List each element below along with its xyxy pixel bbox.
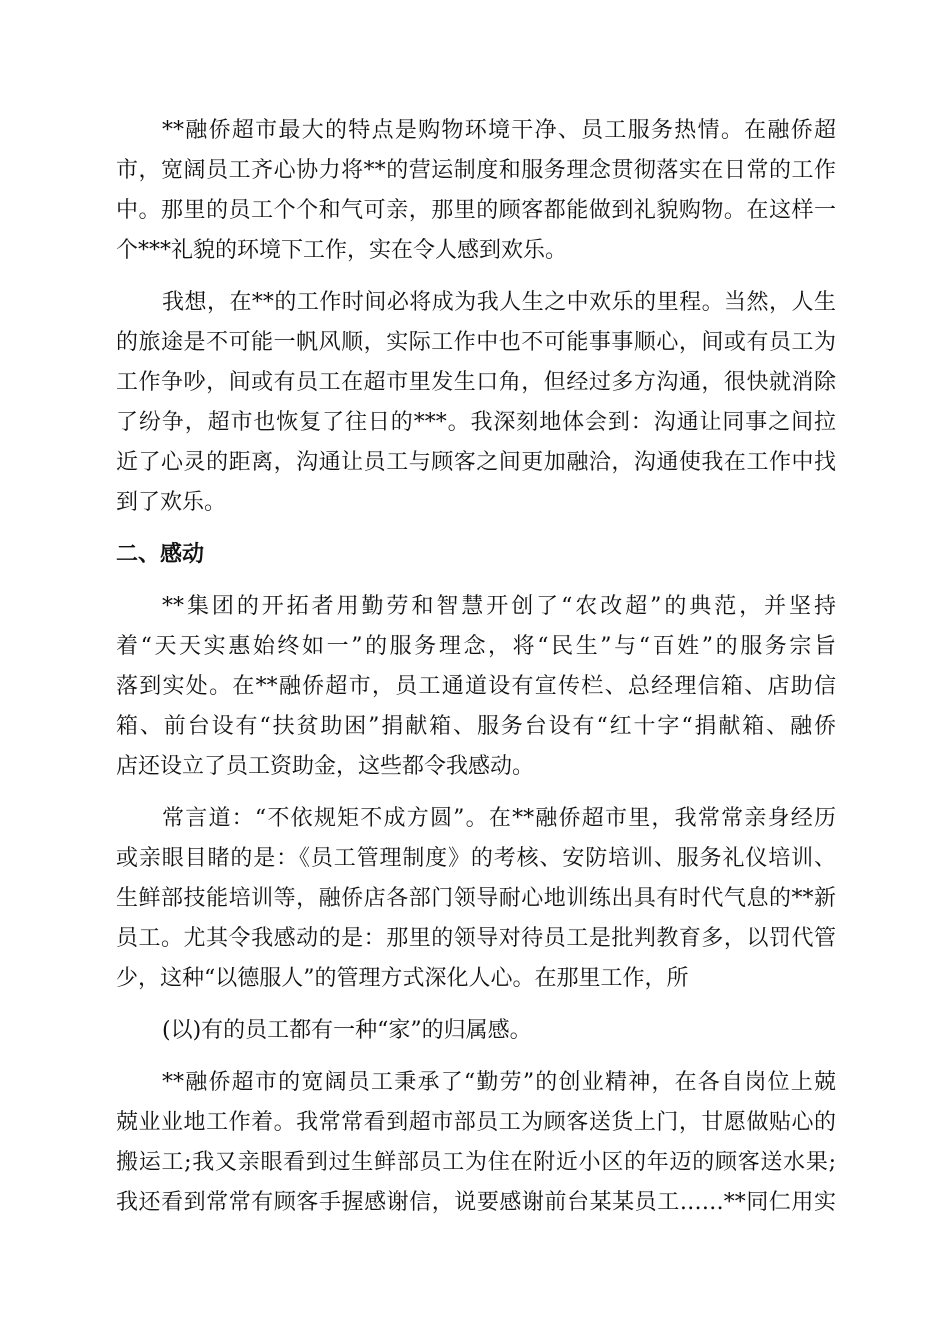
paragraph-4-line-4: 员工。尤其令我感动的是：那里的领导对待员工是批判教育多，以罚代管 [116, 926, 836, 951]
paragraph-1-line-3: 中。那里的员工个个和气可亲，那里的顾客都能做到礼貌购物。在这样一 [116, 198, 836, 223]
paragraph-1-line-1: **融侨超市最大的特点是购物环境干净、员工服务热情。在融侨超 [162, 118, 836, 143]
paragraph-2-line-5: 近了心灵的距离，沟通让员工与顾客之间更加融洽，沟通使我在工作中找 [116, 450, 836, 475]
paragraph-3-line-5: 店还设立了员工资助金，这些都令我感动。 [116, 754, 535, 779]
paragraph-3-line-1: **集团的开拓者用勤劳和智慧开创了“农改超”的典范，并坚持 [162, 594, 836, 619]
paragraph-4-line-3: 生鲜部技能培训等，融侨店各部门领导耐心地训练出具有时代气息的**新 [116, 886, 836, 911]
paragraph-1-line-4: 个***礼貌的环境下工作，实在令人感到欢乐。 [116, 238, 568, 263]
paragraph-3-line-4: 箱、前台设有“扶贫助困”捐献箱、服务台设有“红十字“捐献箱、融侨 [116, 714, 836, 739]
paragraph-6-line-3: 搬运工;我又亲眼看到过生鲜部员工为住在附近小区的年迈的顾客送水果; [116, 1150, 836, 1175]
paragraph-3-line-3: 落到实处。在**融侨超市，员工通道设有宣传栏、总经理信箱、店助信 [116, 674, 836, 699]
paragraph-4-line-1: 常言道：“不依规矩不成方圆”。在**融侨超市里，我常常亲身经历 [162, 806, 836, 831]
section-heading: 二、感动 [116, 542, 205, 567]
paragraph-2-line-2: 的旅途是不可能一帆风顺，实际工作中也不可能事事顺心，间或有员工为 [116, 330, 836, 355]
paragraph-2-line-4: 了纷争，超市也恢复了往日的***。我深刻地体会到：沟通让同事之间拉 [116, 410, 836, 435]
paragraph-4-line-2: 或亲眼目睹的是：《员工管理制度》的考核、安防培训、服务礼仪培训、 [116, 846, 836, 871]
paragraph-3-line-2: 着“天天实惠始终如一”的服务理念，将“民生”与“百姓”的服务宗旨 [116, 634, 836, 659]
paragraph-6-line-2: 兢业业地工作着。我常常看到超市部员工为顾客送货上门，甘愿做贴心的 [116, 1110, 836, 1135]
paragraph-5-line-1: (以)有的员工都有一种“家”的归属感。 [162, 1018, 532, 1043]
paragraph-4-line-5: 少，这种“以德服人”的管理方式深化人心。在那里工作，所 [116, 966, 689, 991]
paragraph-6-line-1: **融侨超市的宽阔员工秉承了“勤劳”的创业精神，在各自岗位上兢 [162, 1070, 836, 1095]
paragraph-2-line-1: 我想，在**的工作时间必将成为我人生之中欢乐的里程。当然，人生 [162, 290, 836, 315]
paragraph-2-line-3: 工作争吵，间或有员工在超市里发生口角，但经过多方沟通，很快就消除 [116, 370, 836, 395]
paragraph-6-line-4: 我还看到常常有顾客手握感谢信，说要感谢前台某某员工……**同仁用实 [116, 1190, 836, 1215]
paragraph-1-line-2: 市，宽阔员工齐心协力将**的营运制度和服务理念贯彻落实在日常的工作 [116, 158, 836, 183]
paragraph-2-line-6: 到了欢乐。 [116, 490, 227, 515]
